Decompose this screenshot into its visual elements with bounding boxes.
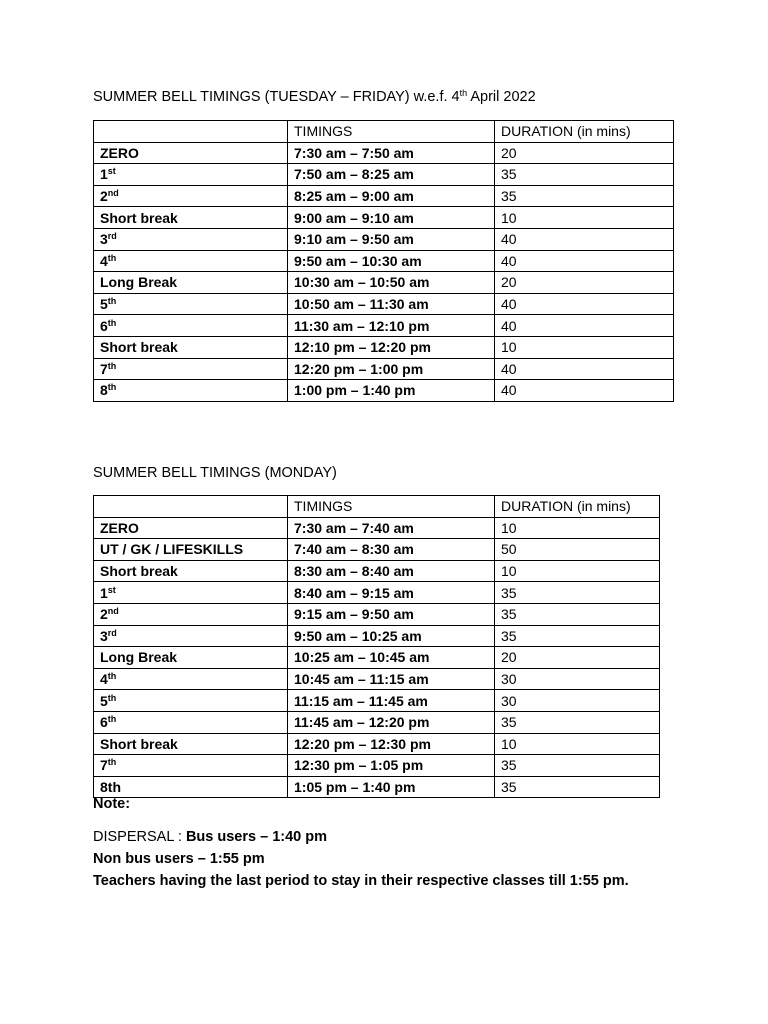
table-row xyxy=(94,560,660,582)
note-label: Note: xyxy=(93,796,131,812)
duration-cell: 40 xyxy=(495,228,674,250)
bell-timings-table-tuesday-friday xyxy=(93,120,674,402)
period-label: 5 xyxy=(100,692,108,709)
timing-cell: 9:50 am – 10:30 am xyxy=(288,250,495,272)
period-label: 4 xyxy=(100,252,108,269)
column-header: TIMINGS xyxy=(288,121,495,143)
timing-cell: 9:15 am – 9:50 am xyxy=(288,603,495,625)
timing-cell: 8:40 am – 9:15 am xyxy=(288,582,495,604)
period-label: 5 xyxy=(100,296,108,313)
period-label: 3 xyxy=(100,231,108,248)
period-cell xyxy=(94,711,288,733)
period-ordinal-suffix: st xyxy=(107,584,116,595)
duration-cell: 35 xyxy=(495,164,674,186)
timing-cell: 7:30 am – 7:50 am xyxy=(288,142,495,164)
period-label: 2 xyxy=(100,606,108,623)
timing-cell: 10:25 am – 10:45 am xyxy=(288,647,495,669)
table-row xyxy=(94,228,674,250)
duration-cell: 40 xyxy=(495,380,674,402)
duration-cell: 40 xyxy=(495,358,674,380)
table-row xyxy=(94,755,660,777)
timing-cell: 7:40 am – 8:30 am xyxy=(288,539,495,561)
timing-cell: 1:05 pm – 1:40 pm xyxy=(288,776,495,798)
table2-heading-prefix: SUMMER BELL TIMINGS (MONDAY) xyxy=(93,465,337,481)
period-label: 4 xyxy=(100,671,108,688)
table-row xyxy=(94,625,660,647)
timing-cell: 7:30 am – 7:40 am xyxy=(288,517,495,539)
table-row xyxy=(94,603,660,625)
teachers-note-line: Teachers having the last period to stay in their respective classes till 1:55 pm. xyxy=(93,873,629,889)
table-row xyxy=(94,293,674,315)
period-cell xyxy=(94,207,288,229)
period-label: Short break xyxy=(100,735,178,752)
timing-cell: 12:20 pm – 12:30 pm xyxy=(288,733,495,755)
table-row xyxy=(94,733,660,755)
period-cell xyxy=(94,647,288,669)
period-ordinal-suffix: th xyxy=(107,360,117,371)
duration-cell: 35 xyxy=(495,603,660,625)
period-cell xyxy=(94,539,288,561)
table-row xyxy=(94,380,674,402)
timing-cell: 9:50 am – 10:25 am xyxy=(288,625,495,647)
period-ordinal-suffix: th xyxy=(107,692,117,703)
timing-cell: 7:50 am – 8:25 am xyxy=(288,164,495,186)
column-header: TIMINGS xyxy=(288,496,495,518)
duration-cell: 35 xyxy=(495,625,660,647)
table-row xyxy=(94,582,660,604)
duration-cell: 40 xyxy=(495,250,674,272)
duration-cell: 20 xyxy=(495,272,674,294)
duration-cell: 10 xyxy=(495,517,660,539)
duration-cell: 20 xyxy=(495,647,660,669)
period-ordinal-suffix: th xyxy=(107,317,117,328)
timing-cell: 11:15 am – 11:45 am xyxy=(288,690,495,712)
period-cell xyxy=(94,293,288,315)
period-cell xyxy=(94,517,288,539)
period-cell xyxy=(94,755,288,777)
table-row xyxy=(94,142,674,164)
duration-cell: 30 xyxy=(495,668,660,690)
timing-cell: 9:10 am – 9:50 am xyxy=(288,228,495,250)
table-row xyxy=(94,164,674,186)
timing-cell: 10:50 am – 11:30 am xyxy=(288,293,495,315)
column-header xyxy=(94,121,288,143)
period-cell xyxy=(94,315,288,337)
period-cell xyxy=(94,228,288,250)
period-ordinal-suffix: th xyxy=(107,757,117,768)
period-cell xyxy=(94,358,288,380)
duration-cell: 35 xyxy=(495,582,660,604)
duration-cell: 10 xyxy=(495,560,660,582)
period-cell xyxy=(94,625,288,647)
period-ordinal-suffix: th xyxy=(107,252,117,263)
period-cell xyxy=(94,164,288,186)
period-ordinal-suffix: th xyxy=(107,714,117,725)
period-label: 1 xyxy=(100,166,108,183)
period-label: Short break xyxy=(100,563,178,580)
period-cell xyxy=(94,272,288,294)
table-row xyxy=(94,517,660,539)
period-label: 8 xyxy=(100,382,108,399)
period-label: 3 xyxy=(100,627,108,644)
duration-cell: 40 xyxy=(495,293,674,315)
period-label: ZERO xyxy=(100,519,139,536)
period-cell xyxy=(94,336,288,358)
duration-cell: 30 xyxy=(495,690,660,712)
period-label: Short break xyxy=(100,339,178,356)
timing-cell: 12:10 pm – 12:20 pm xyxy=(288,336,495,358)
timing-cell: 8:25 am – 9:00 am xyxy=(288,185,495,207)
period-ordinal-suffix: nd xyxy=(107,188,119,199)
period-label: UT / GK / LIFESKILLS xyxy=(100,541,244,558)
period-label: Short break xyxy=(100,209,178,226)
dispersal-line xyxy=(93,829,327,845)
table-row xyxy=(94,690,660,712)
period-ordinal-suffix: st xyxy=(107,166,116,177)
period-label: 8th xyxy=(100,779,121,796)
column-header: DURATION (in mins) xyxy=(495,121,674,143)
table-row xyxy=(94,250,674,272)
table2-heading xyxy=(93,465,337,481)
timing-cell: 10:30 am – 10:50 am xyxy=(288,272,495,294)
period-ordinal-suffix: rd xyxy=(107,231,117,242)
table-row xyxy=(94,647,660,669)
duration-cell: 35 xyxy=(495,776,660,798)
period-ordinal-suffix: th xyxy=(107,296,117,307)
period-label: Long Break xyxy=(100,274,178,291)
period-cell xyxy=(94,250,288,272)
period-label: 7 xyxy=(100,360,108,377)
table-row xyxy=(94,711,660,733)
timing-cell: 10:45 am – 11:15 am xyxy=(288,668,495,690)
period-label: ZERO xyxy=(100,144,139,161)
table-row xyxy=(94,776,660,798)
period-cell xyxy=(94,142,288,164)
timing-cell: 11:45 am – 12:20 pm xyxy=(288,711,495,733)
period-label: Long Break xyxy=(100,649,178,666)
period-cell xyxy=(94,603,288,625)
table-row xyxy=(94,207,674,229)
table-row xyxy=(94,336,674,358)
timing-cell: 12:30 pm – 1:05 pm xyxy=(288,755,495,777)
table1-heading xyxy=(93,89,536,105)
period-cell xyxy=(94,380,288,402)
table-row xyxy=(94,272,674,294)
timing-cell: 8:30 am – 8:40 am xyxy=(288,560,495,582)
period-ordinal-suffix: th xyxy=(107,671,117,682)
period-ordinal-suffix: rd xyxy=(107,627,117,638)
timing-cell: 9:00 am – 9:10 am xyxy=(288,207,495,229)
period-label: 6 xyxy=(100,714,108,731)
duration-cell: 35 xyxy=(495,185,674,207)
table-row xyxy=(94,358,674,380)
dispersal-bus-users: Bus users – 1:40 pm xyxy=(185,829,327,845)
duration-cell: 20 xyxy=(495,142,674,164)
timing-cell: 11:30 am – 12:10 pm xyxy=(288,315,495,337)
table1-heading-prefix: SUMMER BELL TIMINGS (TUESDAY – FRIDAY) w.e.f. 4 xyxy=(93,89,460,105)
period-cell xyxy=(94,185,288,207)
period-label: 2 xyxy=(100,188,108,205)
duration-cell: 40 xyxy=(495,315,674,337)
duration-cell: 50 xyxy=(495,539,660,561)
table1-heading-sup: th xyxy=(459,88,468,98)
period-cell xyxy=(94,733,288,755)
timing-cell: 12:20 pm – 1:00 pm xyxy=(288,358,495,380)
table-row xyxy=(94,668,660,690)
table-header-row xyxy=(94,121,674,143)
duration-cell: 10 xyxy=(495,336,674,358)
table-header-row xyxy=(94,496,660,518)
duration-cell: 35 xyxy=(495,711,660,733)
period-label: 6 xyxy=(100,317,108,334)
period-cell xyxy=(94,560,288,582)
period-cell xyxy=(94,582,288,604)
period-label: 1 xyxy=(100,584,108,601)
column-header: DURATION (in mins) xyxy=(495,496,660,518)
column-header xyxy=(94,496,288,518)
period-ordinal-suffix: th xyxy=(107,382,117,393)
period-ordinal-suffix: nd xyxy=(107,606,119,617)
table-row xyxy=(94,315,674,337)
table1-heading-suffix: April 2022 xyxy=(467,89,536,105)
period-cell xyxy=(94,690,288,712)
table-row xyxy=(94,539,660,561)
bell-timings-table-monday xyxy=(93,495,660,798)
dispersal-prefix: DISPERSAL : xyxy=(93,829,186,845)
duration-cell: 10 xyxy=(495,733,660,755)
period-cell xyxy=(94,776,288,798)
table-row xyxy=(94,185,674,207)
timing-cell: 1:00 pm – 1:40 pm xyxy=(288,380,495,402)
duration-cell: 10 xyxy=(495,207,674,229)
non-bus-users-line: Non bus users – 1:55 pm xyxy=(93,851,265,867)
duration-cell: 35 xyxy=(495,755,660,777)
period-cell xyxy=(94,668,288,690)
period-label: 7 xyxy=(100,757,108,774)
